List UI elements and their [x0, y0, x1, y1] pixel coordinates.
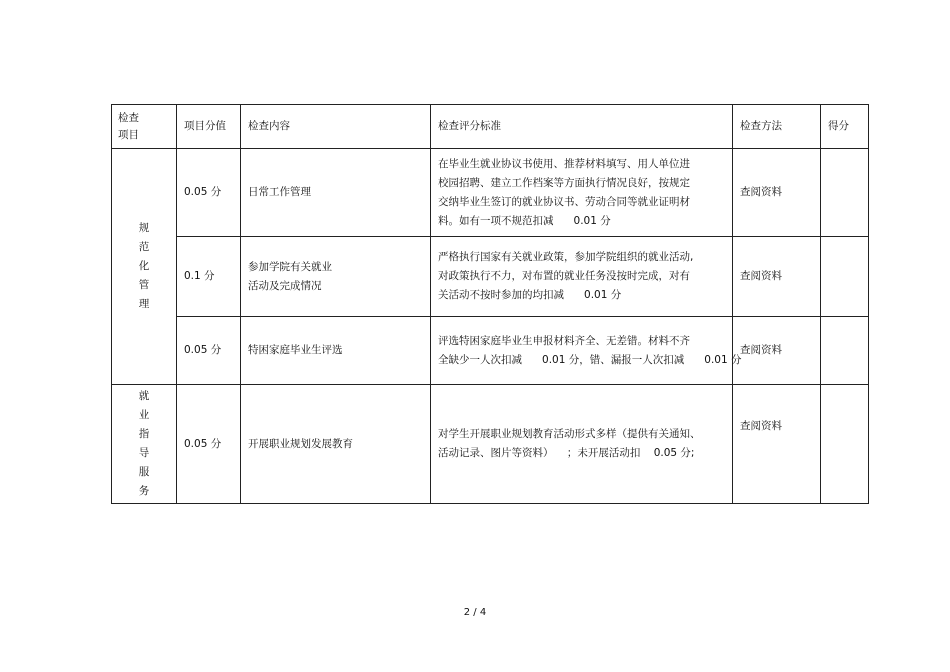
criteria-line: 全缺少一人次扣减 0.01 分，错、漏报一人次扣减 0.01 分 — [438, 353, 742, 366]
category-char: 化 — [138, 260, 150, 272]
method-cell: 查阅资料 — [733, 237, 821, 317]
category-char: 业 — [138, 409, 150, 421]
score-cell: 0.05 分 — [177, 149, 241, 237]
header-category-line2: 项目 — [118, 128, 139, 141]
category-char: 理 — [138, 298, 150, 310]
category-char: 指 — [138, 428, 150, 440]
header-criteria: 检查评分标准 — [431, 105, 733, 149]
criteria-line: 评选特困家庭毕业生申报材料齐全、无差错。材料不齐 — [438, 334, 690, 347]
criteria-cell — [431, 385, 733, 504]
category-char: 务 — [138, 485, 150, 497]
criteria-line: 对政策执行不力，对布置的就业任务没按时完成，对有 — [438, 270, 690, 282]
category-char: 服 — [138, 466, 150, 478]
criteria-line: 料。如有一项不规范扣减 0.01 分 — [438, 214, 611, 227]
header-method: 检查方法 — [733, 105, 821, 149]
category-cell-jiuye — [112, 385, 177, 504]
content-line: 参加学院有关就业 — [248, 260, 332, 273]
method-cell: 查阅资料 — [733, 317, 821, 385]
content-line: 开展职业规划发展教育 — [248, 437, 353, 450]
table-row — [112, 237, 869, 317]
content-cell — [241, 237, 431, 317]
criteria-cell — [431, 149, 733, 237]
method-cell: 查阅资料 — [733, 149, 821, 237]
category-char: 导 — [138, 447, 150, 459]
table-row — [112, 385, 869, 504]
header-got: 得分 — [821, 105, 869, 149]
score-cell: 0.1 分 — [177, 237, 241, 317]
criteria-line: 交纳毕业生签订的就业协议书、劳动合同等就业证明材 — [438, 195, 690, 208]
category-char: 范 — [138, 241, 150, 253]
content-cell — [241, 149, 431, 237]
criteria-line: 关活动不按时参加的均扣减 0.01 分 — [438, 289, 622, 301]
criteria-line: 活动记录、图片等资料） ；未开展活动扣 0.05 分; — [438, 447, 695, 459]
content-cell — [241, 385, 431, 504]
criteria-line: 严格执行国家有关就业政策，参加学院组织的就业活动, — [438, 251, 694, 263]
category-char: 就 — [138, 390, 150, 402]
content-line: 活动及完成情况 — [248, 279, 322, 292]
got-cell — [821, 385, 869, 504]
content-line: 日常工作管理 — [248, 186, 311, 198]
criteria-cell — [431, 237, 733, 317]
method-cell: 查阅资料 — [733, 385, 821, 504]
category-cell-guifanhua — [112, 149, 177, 385]
score-cell: 0.05 分 — [177, 317, 241, 385]
content-line: 特困家庭毕业生评选 — [248, 344, 343, 356]
header-score: 项目分值 — [177, 105, 241, 149]
page-number: 2 / 4 — [463, 607, 487, 618]
header-category — [112, 105, 177, 149]
content-cell — [241, 317, 431, 385]
criteria-line: 对学生开展职业规划教育活动形式多样（提供有关通知、 — [438, 428, 701, 440]
score-cell: 0.05 分 — [177, 385, 241, 504]
category-char: 管 — [138, 279, 150, 291]
criteria-line: 校园招聘、建立工作档案等方面执行情况良好，按规定 — [438, 176, 690, 189]
evaluation-table — [111, 104, 869, 504]
got-cell — [821, 317, 869, 385]
header-content: 检查内容 — [241, 105, 431, 149]
table-row — [112, 149, 869, 237]
header-row — [112, 105, 869, 149]
criteria-line: 在毕业生就业协议书使用、推荐材料填写、用人单位进 — [438, 157, 690, 170]
criteria-cell — [431, 317, 742, 385]
header-category-line1: 检查 — [118, 111, 139, 124]
got-cell — [821, 149, 869, 237]
table-row — [112, 317, 869, 385]
category-char: 规 — [138, 222, 150, 234]
got-cell — [821, 237, 869, 317]
